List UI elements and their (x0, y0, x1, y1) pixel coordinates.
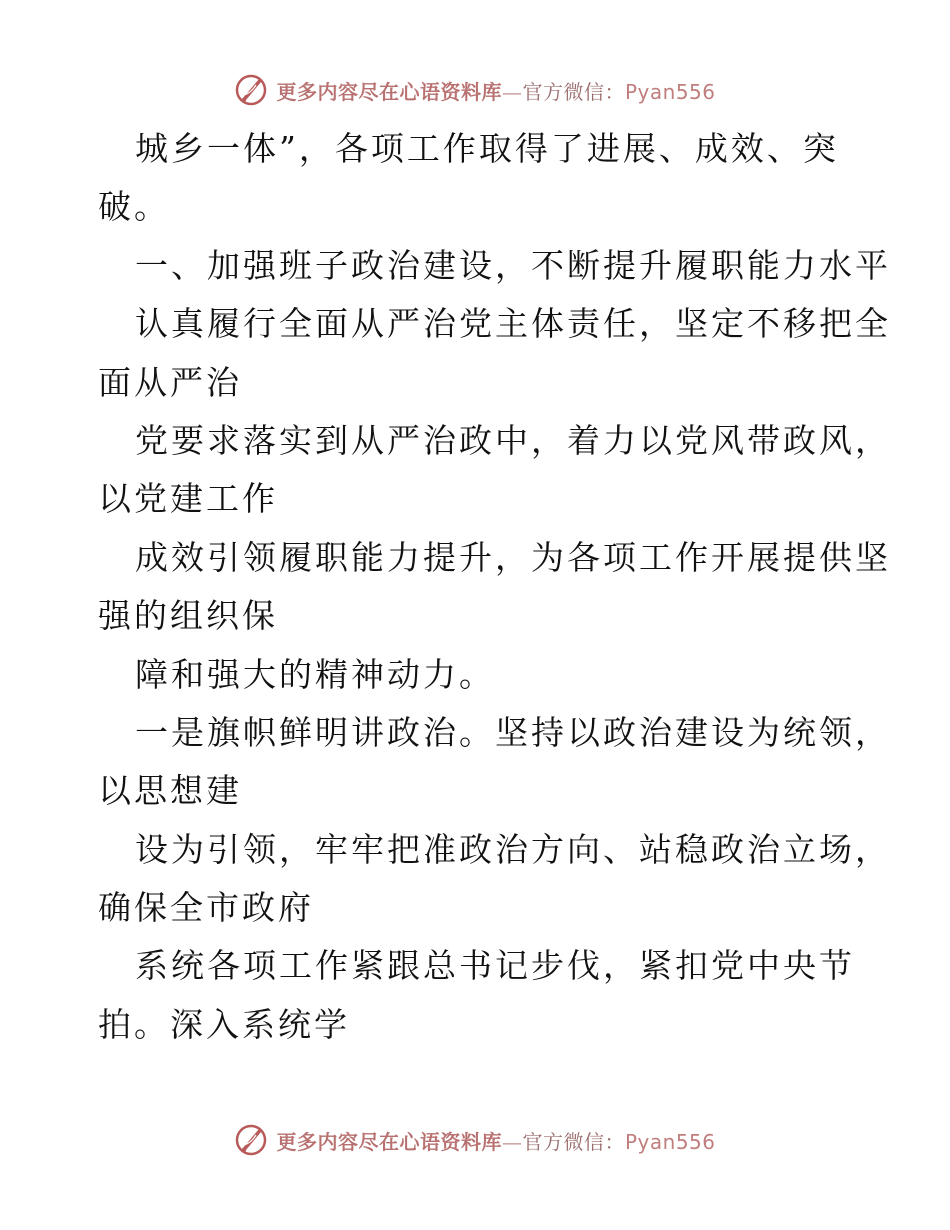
watermark-wechat-label: 官方微信： (522, 79, 625, 104)
watermark-wechat-id: Pyan556 (624, 79, 716, 104)
section-heading: 一、加强班子政治建设，不断提升履职能力水平 (135, 245, 891, 285)
body-line: 认真履行全面从严治党主体责任，坚定不移把全 (135, 304, 891, 344)
header-watermark (0, 70, 950, 110)
body-line: 破。 (98, 187, 170, 227)
watermark-site-text: 更多内容尽在心语资料库 (276, 79, 502, 104)
body-line: 设为引领，牢牢把准政治方向、站稳政治立场， (135, 829, 891, 869)
watermark-text (276, 1126, 715, 1155)
watermark-separator: — (501, 1129, 523, 1154)
watermark-wechat-label: 官方微信： (522, 1129, 625, 1154)
body-line: 以思想建 (98, 771, 242, 811)
watermark-separator: — (501, 79, 523, 104)
body-line: 成效引领履职能力提升，为各项工作开展提供坚 (135, 537, 891, 577)
document-body (98, 120, 891, 1054)
watermark-text (276, 76, 715, 105)
body-line: 系统各项工作紧跟总书记步伐，紧扣党中央节 (135, 946, 855, 986)
watermark-site-text: 更多内容尽在心语资料库 (276, 1129, 502, 1154)
body-line: 党要求落实到从严治政中，着力以党风带政风， (135, 420, 891, 460)
watermark-wechat-id: Pyan556 (624, 1129, 716, 1154)
footer-watermark (0, 1120, 950, 1160)
body-line: 以党建工作 (98, 479, 278, 519)
quill-logo-icon (234, 1123, 268, 1157)
quill-logo-icon (234, 73, 268, 107)
body-line: 城乡一体”，各项工作取得了进展、成效、突 (135, 129, 839, 168)
body-line: 拍。深入系统学 (98, 1004, 350, 1044)
body-line: 强的组织保 (98, 596, 278, 636)
body-line: 障和强大的精神动力。 (135, 654, 495, 694)
body-line: 一是旗帜鲜明讲政治。坚持以政治建设为统领， (135, 712, 891, 752)
body-line: 确保全市政府 (98, 888, 314, 928)
body-line: 面从严治 (98, 362, 242, 402)
